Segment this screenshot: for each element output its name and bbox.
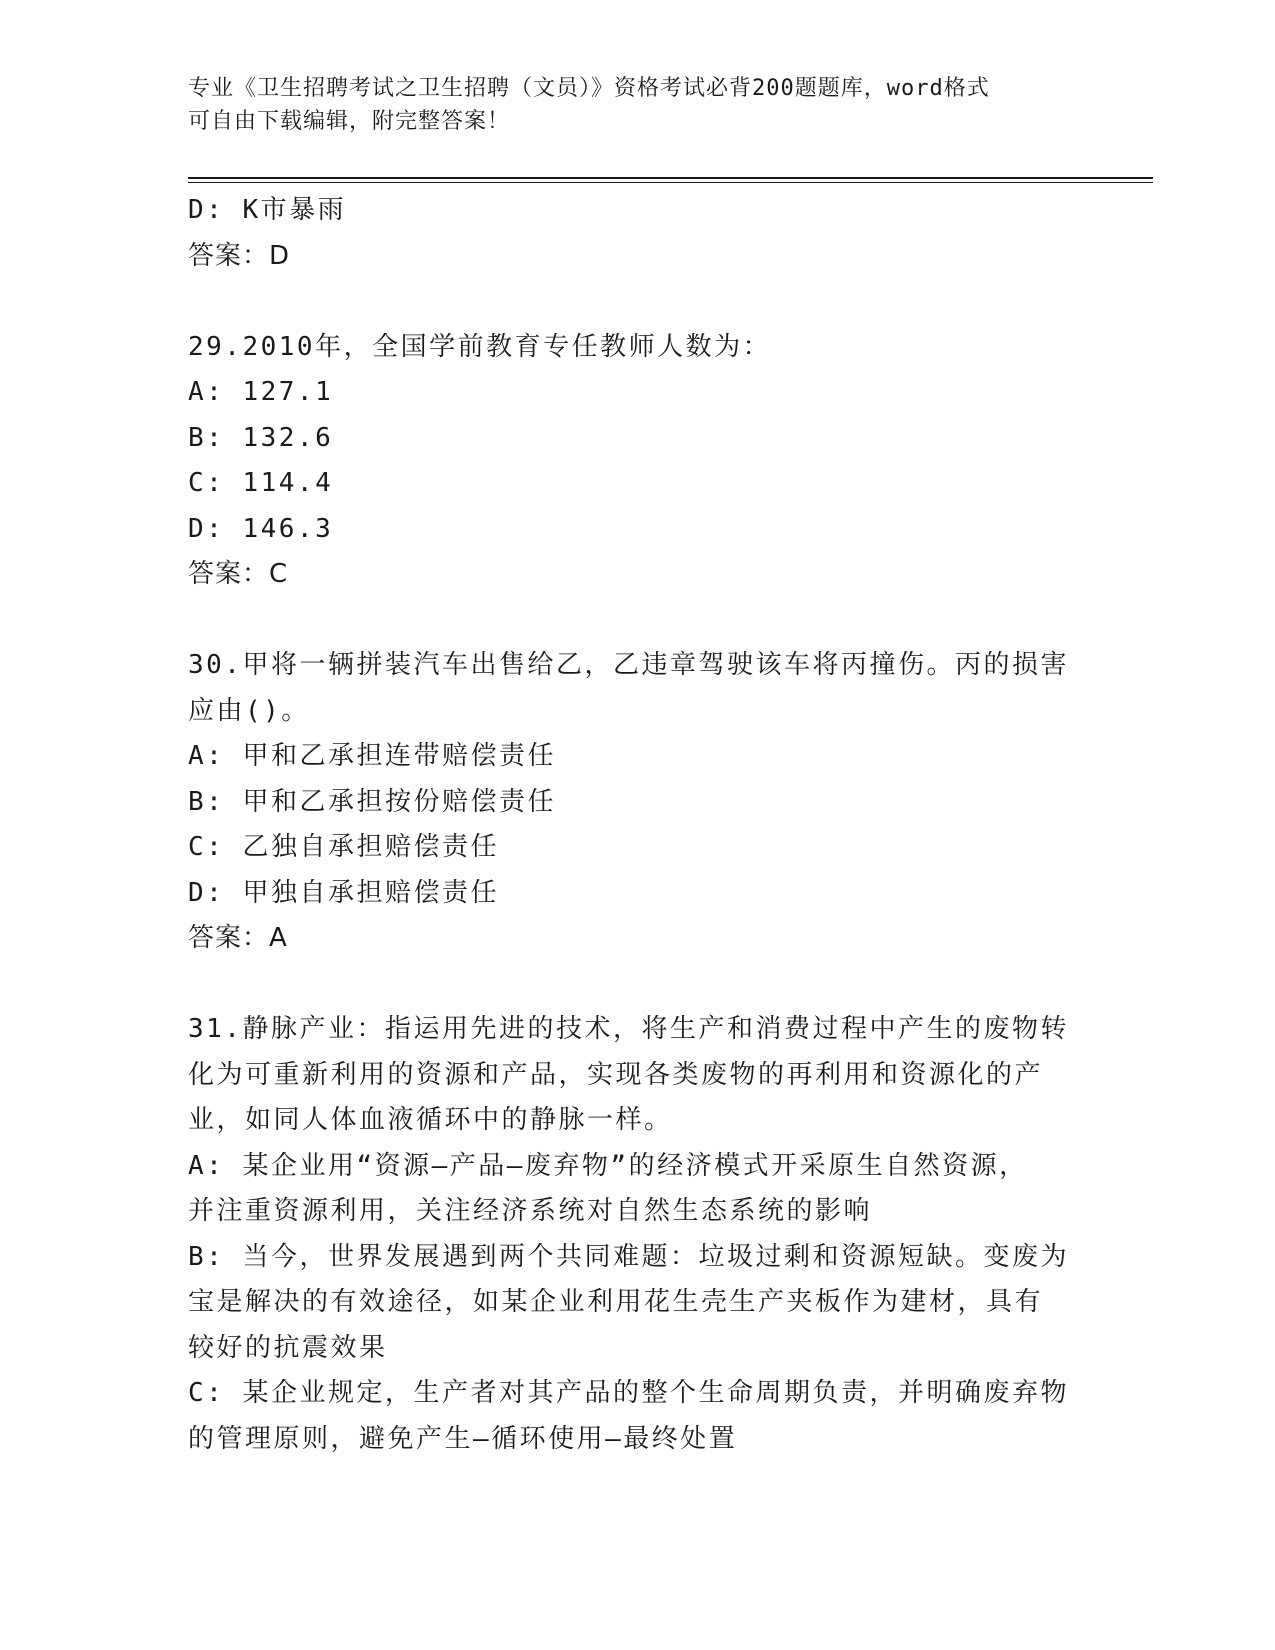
q31-option-a-line1: A: 某企业用“资源—产品—废弃物”的经济模式开采原生自然资源， bbox=[188, 1150, 1028, 1181]
q31-stem-line3: 业，如同人体血液循环中的静脉一样。 bbox=[188, 1105, 673, 1135]
q31-option-c-line1: C: 某企业规定，生产者对其产品的整个生命周期负责，并明确废弃物 bbox=[188, 1378, 1069, 1408]
q31-option-b-line2: 宝是解决的有效途径，如某企业利用花生壳生产夹板作为建材，具有 bbox=[188, 1287, 1044, 1317]
q30-option-c: C: 乙独自承担赔偿责任 bbox=[188, 832, 499, 862]
q28-answer: 答案：D bbox=[188, 240, 291, 271]
question-31 bbox=[188, 1007, 1088, 1462]
header-divider-thick bbox=[188, 177, 1153, 179]
q30-option-a: A: 甲和乙承担连带赔偿责任 bbox=[188, 741, 556, 771]
q31-stem-line2: 化为可重新利用的资源和产品，实现各类废物的再利用和资源化的产 bbox=[188, 1059, 1044, 1090]
q30-option-b: B: 甲和乙承担按份赔偿责任 bbox=[188, 786, 556, 817]
q31-stem-line1: 31.静脉产业：指运用先进的技术，将生产和消费过程中产生的废物转 bbox=[188, 1014, 1069, 1044]
question-28-tail bbox=[188, 188, 1088, 279]
q29-option-c: C: 114.4 bbox=[188, 468, 334, 498]
question-30 bbox=[188, 643, 1088, 962]
header-title-line: 专业《卫生招聘考试之卫生招聘（文员）》资格考试必背200题题库，word格式 bbox=[188, 76, 990, 101]
q31-option-a-line2: 并注重资源利用，关注经济系统对自然生态系统的影响 bbox=[188, 1196, 873, 1226]
q28-option-d: D: K市暴雨 bbox=[188, 195, 347, 225]
q29-stem: 29.2010年，全国学前教育专任教师人数为： bbox=[188, 331, 772, 362]
q30-answer: 答案：A bbox=[188, 923, 288, 953]
q31-option-b-line1: B: 当今，世界发展遇到两个共同难题：垃圾过剩和资源短缺。变废为 bbox=[188, 1241, 1069, 1272]
header-divider-thin bbox=[188, 182, 1153, 183]
q29-option-b: B: 132.6 bbox=[188, 422, 334, 453]
question-list bbox=[188, 188, 1088, 1462]
header-subtitle-line: 可自由下载编辑，附完整答案！ bbox=[188, 109, 511, 134]
question-29 bbox=[188, 325, 1088, 598]
q30-stem-line2: 应由()。 bbox=[188, 695, 310, 726]
page-header bbox=[188, 72, 1078, 138]
spacer bbox=[188, 962, 1088, 1008]
q31-option-b-line3: 较好的抗震效果 bbox=[188, 1332, 388, 1363]
spacer bbox=[188, 598, 1088, 644]
q29-answer: 答案：C bbox=[188, 559, 289, 589]
q30-stem-line1: 30.甲将一辆拼装汽车出售给乙，乙违章驾驶该车将丙撞伤。丙的损害 bbox=[188, 650, 1069, 680]
q31-option-c-line2: 的管理原则，避免产生—循环使用—最终处置 bbox=[188, 1423, 738, 1454]
spacer bbox=[188, 279, 1088, 325]
q29-option-a: A: 127.1 bbox=[188, 377, 334, 407]
q30-option-d: D: 甲独自承担赔偿责任 bbox=[188, 877, 499, 908]
q29-option-d: D: 146.3 bbox=[188, 513, 334, 544]
